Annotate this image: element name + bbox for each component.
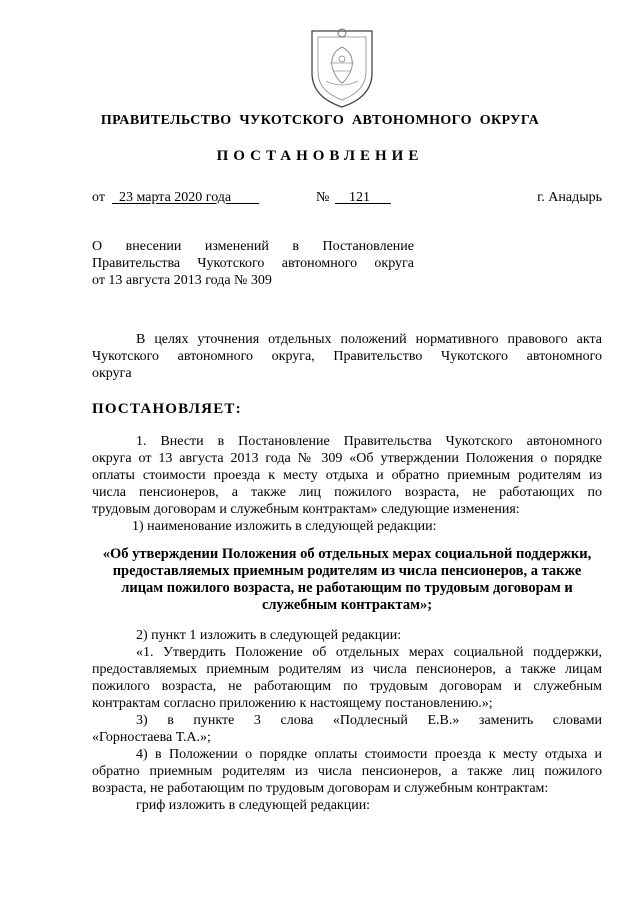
document-city: г. Анадырь [537,190,602,205]
sub-item-4-last: гриф изложить в следующей редакции: [136,798,371,813]
new-title-line: «Об утверждении Положения об отдельных мерах социальной поддержки, [102,546,592,562]
date-label: от [92,190,105,205]
document-subject [92,238,414,289]
sub-item-4-line: обратно приемным родителям из числа пенсионеров, а также лиц пожилого [92,764,602,779]
item-1 [92,433,602,535]
subject-line: от 13 августа 2013 года № 309 [92,273,272,288]
document-date: 23 марта 2020 года [119,190,232,205]
document-number: 121 [349,190,370,205]
subject-line: О внесении изменений в Постановление [92,239,414,254]
new-title-block [92,546,602,614]
item-1-line: трудовым договорам и служебным контрактам» следующие изменения: [92,502,520,517]
sub-item-4-line: 4) в Положении о порядке оплаты стоимости проезда к месту отдыха и [136,747,602,762]
new-title-line: предоставляемых приемным родителям из числа пенсионеров, а также [112,563,582,579]
decree-heading: ПОСТАНОВЛЯЕТ: [92,401,242,417]
sub-item-2-intro: 2) пункт 1 изложить в следующей редакции: [136,628,402,643]
sub-item-1: 1) наименование изложить в следующей редакции: [132,519,437,534]
item-1-line: 1. Внести в Постановление Правительства Чукотского автономного [136,434,602,449]
item-1-line: числа пенсионеров, а также лиц пожилого возраста, не работающих по [92,485,602,500]
new-title-line: служебным контрактам»; [261,597,433,613]
sub-item-4 [92,746,602,814]
organization-name: ПРАВИТЕЛЬСТВО ЧУКОТСКОГО АВТОНОМНОГО ОКРУГА [100,113,540,128]
number-label: № [316,190,330,205]
coat-of-arms-emblem [300,23,384,111]
item-1-line: округа от 13 августа 2013 года № 309 «Об утверждении Положения о порядке [92,451,602,466]
sub-item-2 [92,627,602,712]
sub-item-4-line: возраста, не работающим по трудовым договорам и служебным контрактам: [92,781,549,796]
sub-item-2-line: предоставляемых приемным родителям из числа пенсионеров, а также лицам [92,662,602,677]
sub-item-3 [92,712,602,746]
sub-item-3-line: «Горностаева Т.А.»; [92,730,211,745]
sub-item-2-line: пожилого возраста, не работающим по трудовым договорам и служебным [92,679,602,694]
new-title-line: лицам пожилого возраста, не работающим по трудовым договорам и [121,580,573,596]
item-1-line: оплаты стоимости проезда к месту отдыха и обратно приемным родителям из [92,468,602,483]
preamble-line: Чукотского автономного округа, Правительство Чукотского автономного [92,349,602,364]
subject-line: Правительства Чукотского автономного округа [92,256,414,271]
sub-item-2-line: контрактам согласно приложению к настоящему постановлению.»; [92,696,493,711]
preamble-line: В целях уточнения отдельных положений нормативного правового акта [136,332,602,347]
sub-item-3-line: 3) в пункте 3 слова «Подлесный Е.В.» заменить словами [136,713,602,728]
sub-item-2-line: «1. Утвердить Положение об отдельных мерах социальной поддержки, [136,645,602,660]
document-type: ПОСТАНОВЛЕНИЕ [216,148,424,164]
preamble-line: округа [92,366,132,381]
preamble [92,331,602,382]
